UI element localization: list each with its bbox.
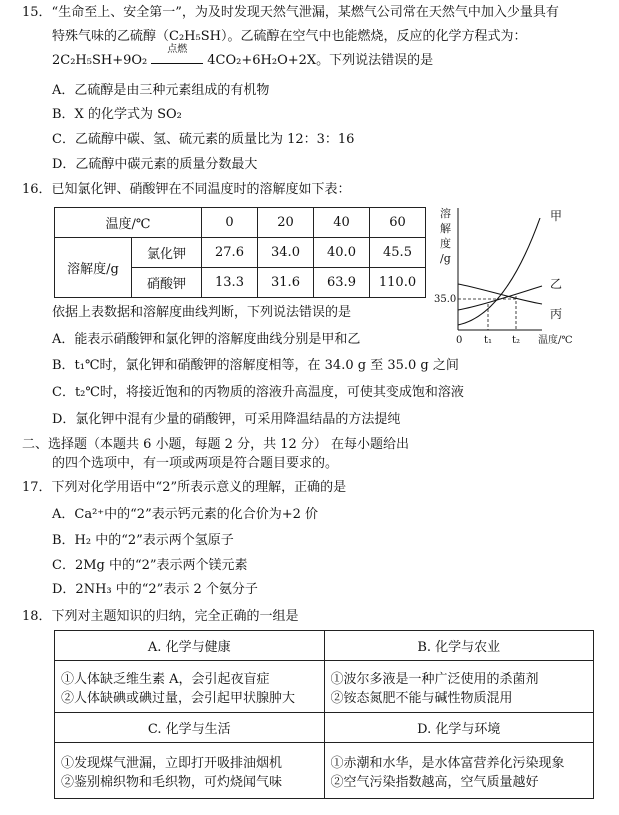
q17-option-b: B．H₂ 中的“2”表示两个氢原子 — [52, 533, 234, 548]
q18-b-item-2: ②铵态氮肥不能与碱性物质混用 — [330, 690, 513, 706]
q17-option-c: C．2Mg 中的“2”表示两个镁元素 — [52, 558, 248, 573]
q16-option-d: D．氯化钾中混有少量的硝酸钾，可采用降温结晶的方法提纯 — [52, 412, 401, 427]
q17-option-d: D．2NH₃ 中的“2”表示 2 个氨分子 — [52, 582, 258, 597]
table-cell: 27.6 — [202, 238, 258, 268]
q15-equation-right: 4CO₂+6H₂O+2X。下列说法错误的是 — [207, 53, 434, 68]
table-temp-20: 20 — [258, 208, 314, 238]
table-cell: 45.5 — [370, 238, 426, 268]
q16-prompt: 依据上表数据和溶解度曲线判断，下列说法错误的是 — [52, 305, 352, 320]
section2-instruction: 的四个选项中，有一项或两项是符合题目要求的。 — [52, 456, 339, 471]
q18-cell-c-content — [55, 743, 325, 799]
q15-stem-line1: 15．“生命至上、安全第一”，为及时发现天然气泄漏，某燃气公司常在天然气中加入少量具有 — [22, 5, 559, 20]
table-temp-40: 40 — [314, 208, 370, 238]
graph-xtick-t2: t₂ — [512, 335, 521, 346]
q15-arrow-line — [151, 63, 203, 64]
curve-bing — [458, 284, 542, 304]
q18-c-item-2: ②鉴别棉织物和毛织物，可灼烧闻气味 — [61, 774, 283, 790]
q18-cell-a-title: A. 化学与健康 — [55, 631, 325, 661]
q15-option-a: A．乙硫醇是由三种元素组成的有机物 — [52, 83, 270, 98]
table-header-temperature: 温度/℃ — [55, 208, 202, 238]
q18-cell-c-title: C. 化学与生活 — [55, 713, 325, 743]
table-cell: 31.6 — [258, 268, 314, 298]
q18-a-item-1: ①人体缺乏维生素 A，会引起夜盲症 — [61, 671, 270, 687]
q18-d-item-2: ②空气污染指数越高，空气质量越好 — [330, 774, 539, 790]
graph-ylabel-2: 解 — [440, 222, 451, 235]
table-cell: 110.0 — [370, 268, 426, 298]
table-cell: 40.0 — [314, 238, 370, 268]
q15-equation — [52, 44, 434, 70]
q18-cell-d-content — [324, 743, 594, 799]
q18-cell-a-content — [55, 661, 325, 713]
table-cell: 13.3 — [202, 268, 258, 298]
q18-stem: 18．下列对主题知识的归纳，完全正确的一组是 — [22, 609, 299, 624]
q18-cell-b-content — [324, 661, 594, 713]
section2-heading: 二、选择题（本题共 6 小题，每题 2 分，共 12 分） 在每小题给出 — [22, 437, 410, 452]
q17-option-a: A．Ca²⁺中的“2”表示钙元素的化合价为+2 价 — [52, 507, 319, 522]
graph-xlabel: 温度/℃ — [538, 335, 573, 346]
q15-reaction-arrow — [151, 44, 203, 70]
curve-jia — [458, 218, 540, 325]
q15-option-d: D．乙硫醇中碳元素的质量分数最大 — [52, 157, 258, 172]
graph-ylabel-4: /g — [440, 252, 451, 265]
graph-ylabel-3: 度 — [440, 237, 451, 250]
table-row-kcl-name: 氯化钾 — [132, 238, 202, 268]
graph-ylabel-1: 溶 — [440, 207, 451, 220]
graph-ymark-35: 35.0 — [434, 294, 457, 305]
graph-xtick-0: 0 — [456, 335, 463, 346]
q18-c-item-1: ①发现煤气泄漏，立即打开吸排油烟机 — [61, 755, 283, 771]
q16-option-b: B．t₁℃时，氯化钾和硝酸钾的溶解度相等，在 34.0 g 至 35.0 g 之间 — [52, 358, 459, 373]
q15-stem-line2: 特殊气味的乙硫醇（C₂H₅SH）。乙硫醇在空气中也能燃烧，反应的化学方程式为： — [52, 29, 527, 44]
table-temp-0: 0 — [202, 208, 258, 238]
graph-xtick-t1: t₁ — [484, 335, 493, 346]
curve-label-bing: 丙 — [550, 307, 563, 321]
q18-cell-d-title: D. 化学与环境 — [324, 713, 594, 743]
q18-a-item-2: ②人体缺碘或碘过量，会引起甲状腺肿大 — [61, 690, 296, 706]
table-row-kno3-name: 硝酸钾 — [132, 268, 202, 298]
table-row-header-solubility: 溶解度/g — [55, 238, 132, 298]
q15-option-b: B．X 的化学式为 SO₂ — [52, 107, 182, 122]
solubility-table — [54, 207, 426, 298]
curve-label-yi: 乙 — [550, 277, 563, 291]
solubility-curve-graph — [432, 200, 592, 350]
q18-d-item-1: ①赤潮和水华，是水体富营养化污染现象 — [330, 755, 565, 771]
table-cell: 63.9 — [314, 268, 370, 298]
q15-equation-left: 2C₂H₅SH+9O₂ — [52, 53, 148, 68]
q17-stem: 17．下列对化学用语中“2”所表示意义的理解，正确的是 — [22, 480, 347, 495]
q18-cell-b-title: B. 化学与农业 — [324, 631, 594, 661]
q18-topic-table — [54, 630, 594, 799]
table-cell: 34.0 — [258, 238, 314, 268]
q16-stem: 16．已知氯化钾、硝酸钾在不同温度时的溶解度如下表： — [22, 182, 351, 197]
table-temp-60: 60 — [370, 208, 426, 238]
curve-label-jia: 甲 — [550, 209, 563, 223]
q16-option-c: C．t₂℃时，将接近饱和的丙物质的溶液升高温度，可使其变成饱和溶液 — [52, 385, 464, 400]
q15-option-c: C．乙硫醇中碳、氢、硫元素的质量比为 12：3：16 — [52, 132, 355, 147]
q15-reaction-condition: 点燃 — [167, 44, 188, 55]
q16-option-a: A．能表示硝酸钾和氯化钾的溶解度曲线分别是甲和乙 — [52, 332, 361, 347]
curve-yi — [458, 286, 542, 310]
q18-b-item-1: ①波尔多液是一种广泛使用的杀菌剂 — [330, 671, 539, 687]
